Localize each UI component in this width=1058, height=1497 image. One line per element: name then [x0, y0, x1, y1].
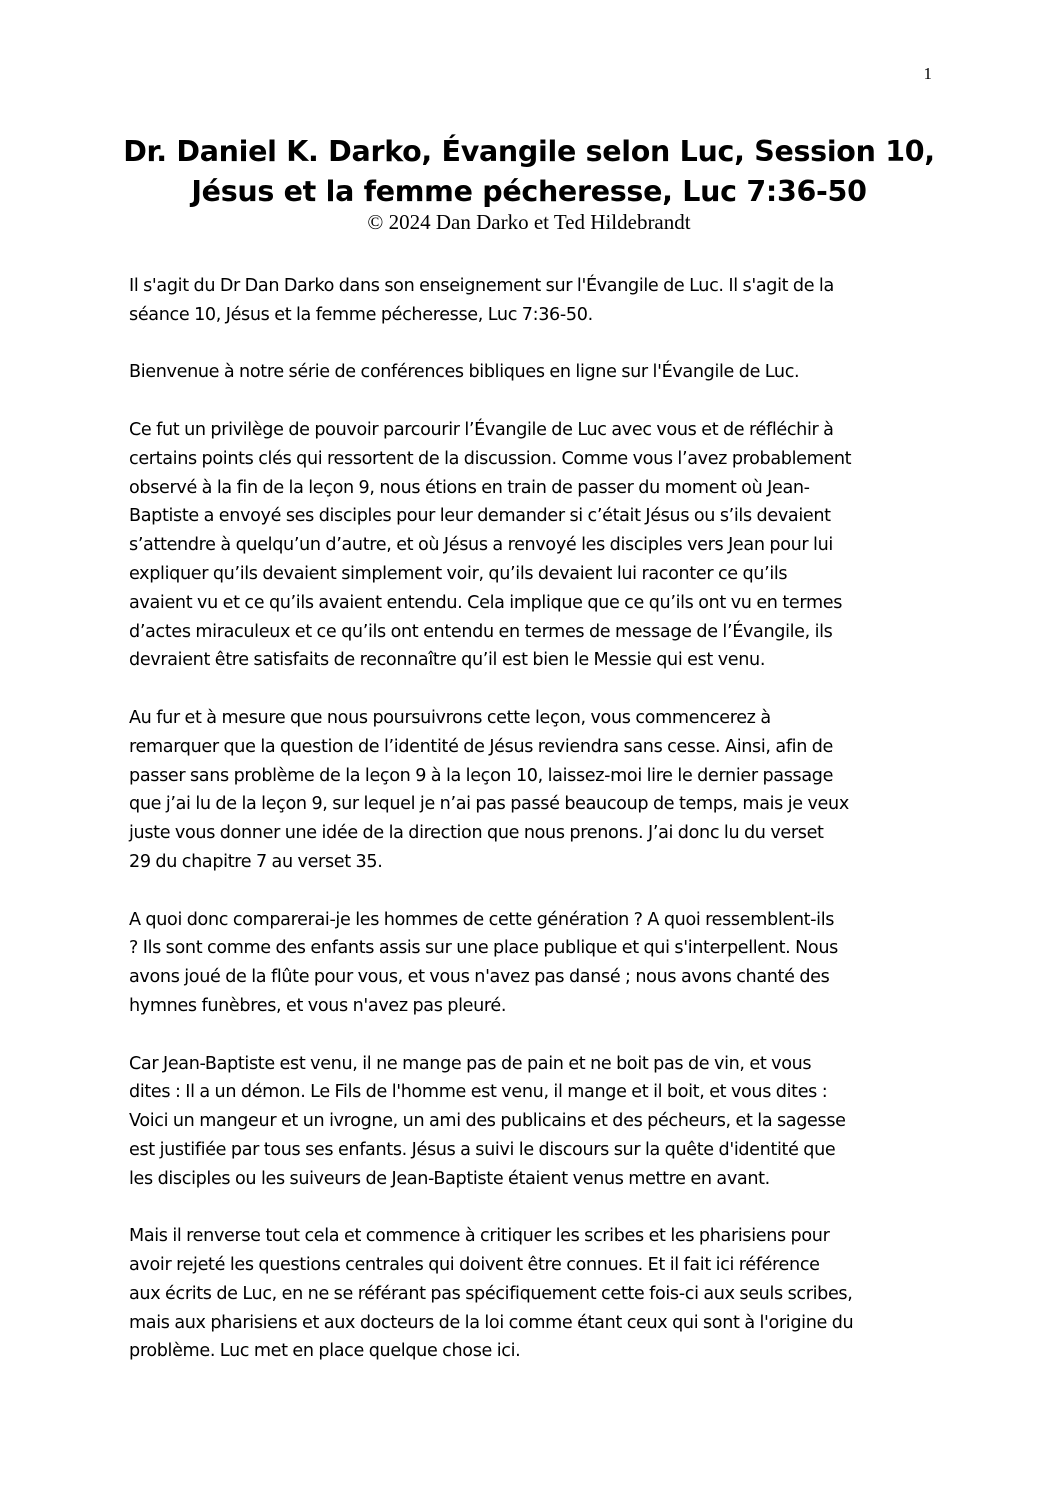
text-line: Mais il renverse tout cela et commence à critiquer les scribes et les pharisiens pour [129, 1226, 830, 1247]
page-number: 1 [923, 64, 932, 83]
text-line: Baptiste a envoyé ses disciples pour leur demander si c’était Jésus ou s’ils devaient [129, 506, 831, 527]
text-line: 29 du chapitre 7 au verset 35. [129, 851, 383, 872]
paragraph-quotation-1 [129, 906, 934, 1021]
text-line: Ce fut un privilège de pouvoir parcourir l’Évangile de Luc avec vous et de réfléchir à [129, 419, 834, 440]
text-line: devraient être satisfaits de reconnaître qu’il est bien le Messie qui est venu. [129, 650, 766, 671]
text-line: avaient vu et ce qu’ils avaient entendu. Cela implique que ce qu’ils ont vu en termes [129, 592, 843, 613]
text-line: passer sans problème de la leçon 9 à la leçon 10, laissez-moi lire le dernier passage [129, 765, 834, 786]
document-header [100, 132, 958, 236]
text-line: avoir rejeté les questions centrales qui doivent être connues. Et il fait ici référence [129, 1255, 820, 1276]
text-line: ? Ils sont comme des enfants assis sur une place publique et qui s'interpellent. Nous [129, 938, 838, 959]
text-line: d’actes miraculeux et ce qu’ils ont entendu en termes de message de l’Évangile, ils [129, 621, 833, 642]
text-line: s’attendre à quelqu’un d’autre, et où Jésus a renvoyé les disciples vers Jean pour lui [129, 535, 833, 556]
paragraph-privilege [129, 416, 934, 675]
title-line-2: Jésus et la femme pécheresse, Luc 7:36-50 [191, 175, 867, 208]
text-line: est justifiée par tous ses enfants. Jésus a suivi le discours sur la quête d'identité que [129, 1139, 836, 1160]
text-line: juste vous donner une idée de la direction que nous prenons. J’ai donc lu du verset [129, 823, 824, 844]
text-line: Il s'agit du Dr Dan Darko dans son enseignement sur l'Évangile de Luc. Il s'agit de la [129, 276, 834, 296]
text-line: remarquer que la question de l’identité de Jésus reviendra sans cesse. Ainsi, afin de [129, 736, 834, 757]
paragraph-intro [129, 272, 934, 330]
transcript-body [129, 272, 934, 1395]
text-line: certains points clés qui ressortent de la discussion. Comme vous l’avez probablement [129, 448, 852, 469]
paragraph-welcome [129, 358, 934, 387]
text-line: hymnes funèbres, et vous n'avez pas pleuré. [129, 995, 507, 1016]
copyright-notice: © 2024 Dan Darko et Ted Hildebrandt [367, 210, 691, 234]
text-line: séance 10, Jésus et la femme pécheresse, Luc 7:36-50. [129, 304, 593, 325]
paragraph-identity [129, 704, 934, 877]
text-line: aux écrits de Luc, en ne se référant pas spécifiquement cette fois-ci aux seuls scribes, [129, 1283, 853, 1304]
paragraph-quotation-2 [129, 1050, 934, 1194]
text-line: problème. Luc met en place quelque chose ici. [129, 1341, 521, 1362]
text-line: mais aux pharisiens et aux docteurs de la loi comme étant ceux qui sont à l'origine du [129, 1312, 854, 1333]
text-line: avons joué de la flûte pour vous, et vous n'avez pas dansé ; nous avons chanté des [129, 967, 830, 988]
title-line-1: Dr. Daniel K. Darko, Évangile selon Luc, Session 10, [123, 135, 935, 168]
text-line: Voici un mangeur et un ivrogne, un ami des publicains et des pécheurs, et la sagesse [129, 1111, 846, 1132]
text-line: Bienvenue à notre série de conférences bibliques en ligne sur l'Évangile de Luc. [129, 362, 800, 383]
text-line: A quoi donc comparerai-je les hommes de cette génération ? A quoi ressemblent-ils [129, 909, 835, 930]
text-line: Au fur et à mesure que nous poursuivrons cette leçon, vous commencerez à [129, 707, 771, 728]
text-line: expliquer qu’ils devaient simplement voir, qu’ils devaient lui raconter ce qu’ils [129, 563, 788, 584]
text-line: que j’ai lu de la leçon 9, sur lequel je n’ai pas passé beaucoup de temps, mais je veux [129, 794, 849, 815]
paragraph-pharisees [129, 1222, 934, 1366]
text-line: observé à la fin de la leçon 9, nous étions en train de passer du moment où Jean- [129, 477, 810, 498]
text-line: dites : Il a un démon. Le Fils de l'homme est venu, il mange et il boit, et vous dites : [129, 1082, 828, 1103]
text-line: Car Jean-Baptiste est venu, il ne mange pas de pain et ne boit pas de vin, et vous [129, 1053, 812, 1074]
text-line: les disciples ou les suiveurs de Jean-Baptiste étaient venus mettre en avant. [129, 1168, 770, 1189]
